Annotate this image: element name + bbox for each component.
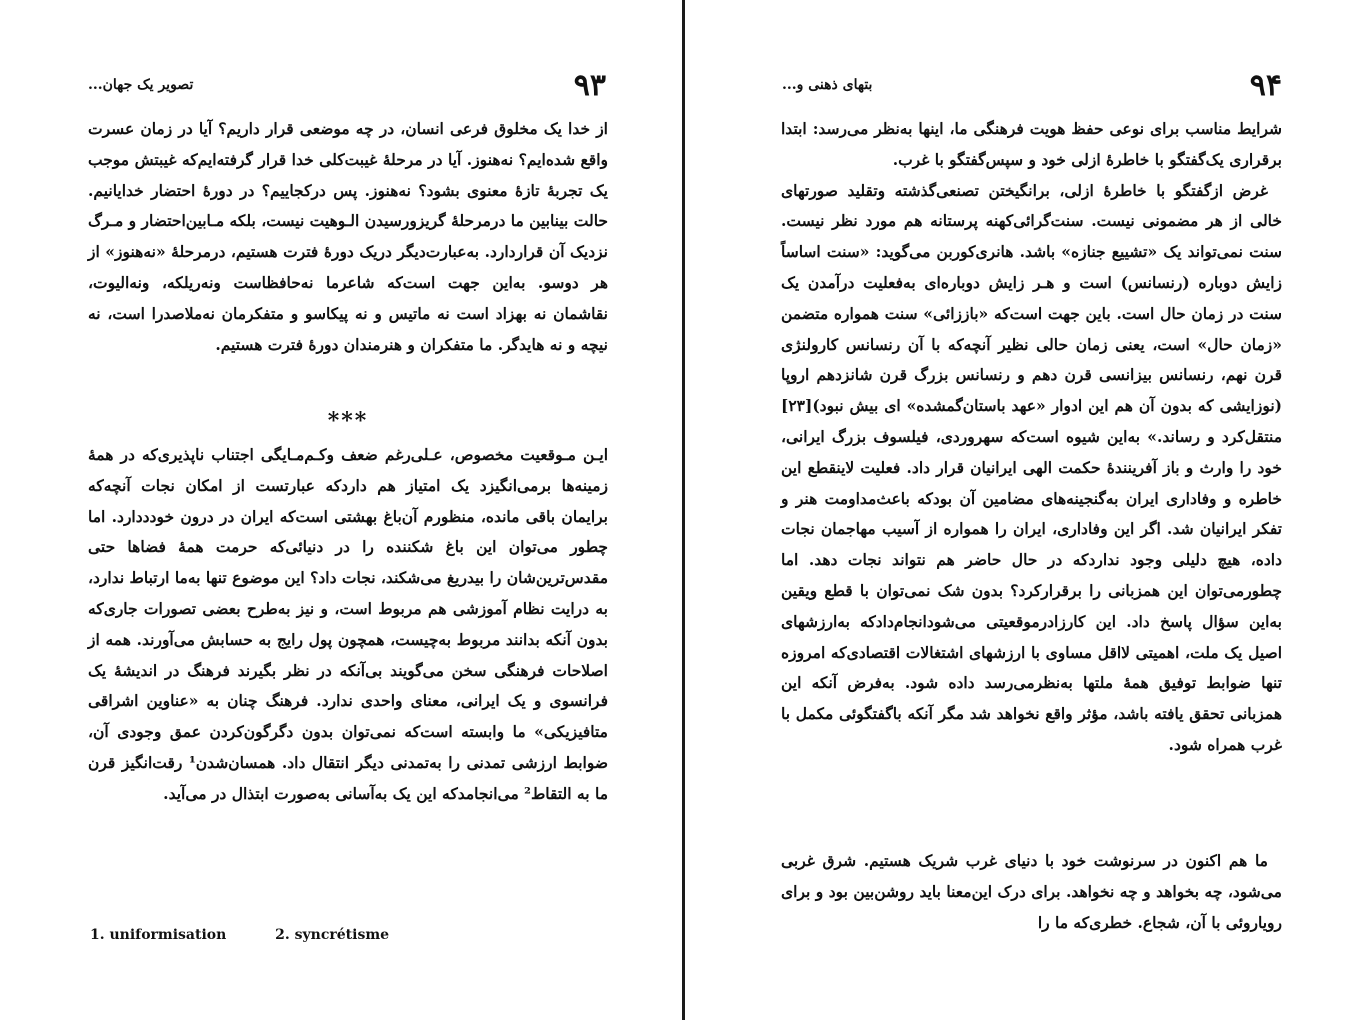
page-gutter-divider	[682, 0, 685, 1020]
right-paragraph-1: شرایط مناسب برای نوعی حفظ هویت فرهنگی ما، اینها به‌نظر می‌رسد: ابتدا برقراری یک‌گفتگو با خاطرهٔ ازلی خود و سپس‌گفتگو با غرب.	[781, 119, 1282, 169]
left-paragraph-2: ایـن مـوقعیت مخصوص، عـلی‌رغم ضعف وکـم‌مـایگی اجتناب ناپذیری‌که در همهٔ زمینه‌ها برمی‌انگیزد یک امتیاز هم داردکه عبارتست از امکان نجات آنچه‌که برایمان باقی مانده، منظورم آن‌باغ بهشتی است‌که ایران در درون خودددارد. اما چطور می‌توان این باغ شکننده را در دنیائی‌که حرمت همهٔ فضاها حتی مقدس‌ترین‌شان را بیدریغ می‌شکند، نجات داد؟ این موضوع تنها به‌ما ارتباط ندارد، به درایت نظام آموزشی هم مربوط است، و نیز به‌طرح بعضی تصورات جاری‌که بدون آنکه بدانند مربوط به‌چیست، همچون پول رایج به حسابش می‌آورند. همه از اصلاحات فرهنگی سخن می‌گویند بی‌آنکه در نظر بگیرند فرهنگ در اندیشهٔ یک فرانسوی و یک ایرانی، معنای واحدی ندارد. فرهنگ چنان به «عناوین اشراقی متافیزیکی» ما وابسته است‌که نمی‌توان بدون دگرگون‌کردن عمق وجودی آن، ضوابط ارزشی تمدنی را به‌تمدنی دیگر انتقال داد. همسان‌شدن¹ رقت‌انگیز قرن ما به التقاط² می‌انجامدکه این یک به‌آسانی به‌صورت ابتذال در می‌آید.	[88, 445, 608, 803]
right-paragraph-3: ما هم اکنون در سرنوشت خود با دنیای غرب شریک هستیم. شرق غربی می‌شود، چه بخواهد و چه نخواهد. برای درک این‌معنا باید روشن‌بین بود و برای رویاروئی با آن، شجاع. خطری‌که ما را	[781, 851, 1282, 932]
left-paragraph-1: از خدا یک مخلوق فرعی انسان، در چه موضعی قرار داریم؟ آیا در زمان عسرت واقع شده‌ایم؟ نه‌هنوز. آیا در مرحلهٔ غیبت‌کلی خدا قرار گرفته‌ایم‌که غیبتش موجب یک تجربهٔ تازهٔ معنوی بشود؟ نه‌هنوز. پس درکجاییم؟ در دورهٔ احتضار خدایانیم. حالت بینابین ما درمرحلهٔ گریزورسیدن الـوهیت نیست، بلکه مـابین‌احتضار و مـرگ نزدیک آن قراردارد. به‌عبارت‌دیگر دریک دورهٔ فترت هستیم، درمرحلهٔ «نه‌هنوز» از هر دوسو. به‌این جهت است‌که شاعرما نه‌حافظاست ونه‌ریلکه، ونه‌الیوت، نقاشمان نه بهزاد است نه ماتیس و نه پیکاسو و متفکرمان نه‌ملاصدرا است، نه نیچه و نه هایدگر. ما متفکران و هنرمندان دورهٔ فترت هستیم.	[88, 119, 608, 354]
right-paragraph-2: غرض ازگفتگو با خاطرهٔ ازلی، برانگیختن تصنعی‌گذشته وتقلید صورتهای خالی از هر مضمونی نیست. سنت‌گرائی‌کهنه پرستانه هم مورد نظر نیست. سنت نمی‌تواند یک «تشییع جنازه» باشد. هانری‌کوربن می‌گوید: «سنت اساساً زایش دوباره (رنسانس) است و هـر زایش دوباره‌ای به‌فعلیت درآمدن یک سنت در زمان حال است. باین جهت است‌که «باززائی» سنت همواره متضمن «زمان حال» است، یعنی زمان حالی نظیر آنچه‌که با آن رنسانس کارولنژی قرن نهم، رنسانس بیزانسی قرن دهم و رنسانس بزرگ قرن شانزدهم اروپا (نوزایشی که بدون آن هم این ادوار «عهد باستان‌گمشده» ای بیش نبود)[۲۳] منتقل‌کرد و رساند.» به‌این شیوه است‌که سهروردی، فیلسوف بزرگ ایرانی، خود را وارث و باز آفرینندهٔ حکمت الهی ایرانیان قرار داد. فعلیت لاینقطع این خاطره و وفاداری ایران به‌گنجینه‌های مضامین آن بودکه باعث‌مداومت هنر و تفکر ایرانیان شد. اگر این وفاداری، ایران را همواره از آسیب مهاجمان نجات داده، هیچ دلیلی وجود نداردکه در حال حاضر هم نتواند نجات دهد. اما چطورمی‌توان این همزبانی را برقرارکرد؟ بدون شک نمی‌توان با قطع ویقین به‌این سؤال پاسخ داد. این کارزادرموقعیتی می‌شودانجام‌دادکه به‌ارزشهای اصیل یک ملت، اهمیتی لااقل مساوی با ارزشهای اشتغالات اقتصادی‌که امروزه تنها ضوابط توفیق همهٔ ملتها به‌نظرمی‌رسد داده شود. به‌فرض آنکه این همزبانی تحقق یافته باشد، مؤثر واقع نخواهد شد مگر آنکه باگفتگوئی مکمل با غرب همراه شود.	[781, 180, 1282, 754]
right-page	[687, 0, 1367, 1020]
left-page-number: ۹۳	[573, 67, 606, 103]
footnotes	[90, 927, 590, 943]
left-running-title: تصویر یک جهان...	[88, 77, 194, 93]
footnote-1: 1. uniformisation	[90, 927, 227, 943]
left-page	[0, 0, 683, 1020]
left-running-head	[88, 68, 606, 102]
section-separator: ***	[327, 408, 369, 434]
right-running-title: بتهای ذهنی و...	[782, 77, 873, 93]
right-running-head	[782, 68, 1282, 102]
right-page-number: ۹۴	[1249, 67, 1282, 103]
right-text-block-1	[781, 114, 1282, 761]
footnote-2: 2. syncrétisme	[275, 927, 390, 943]
